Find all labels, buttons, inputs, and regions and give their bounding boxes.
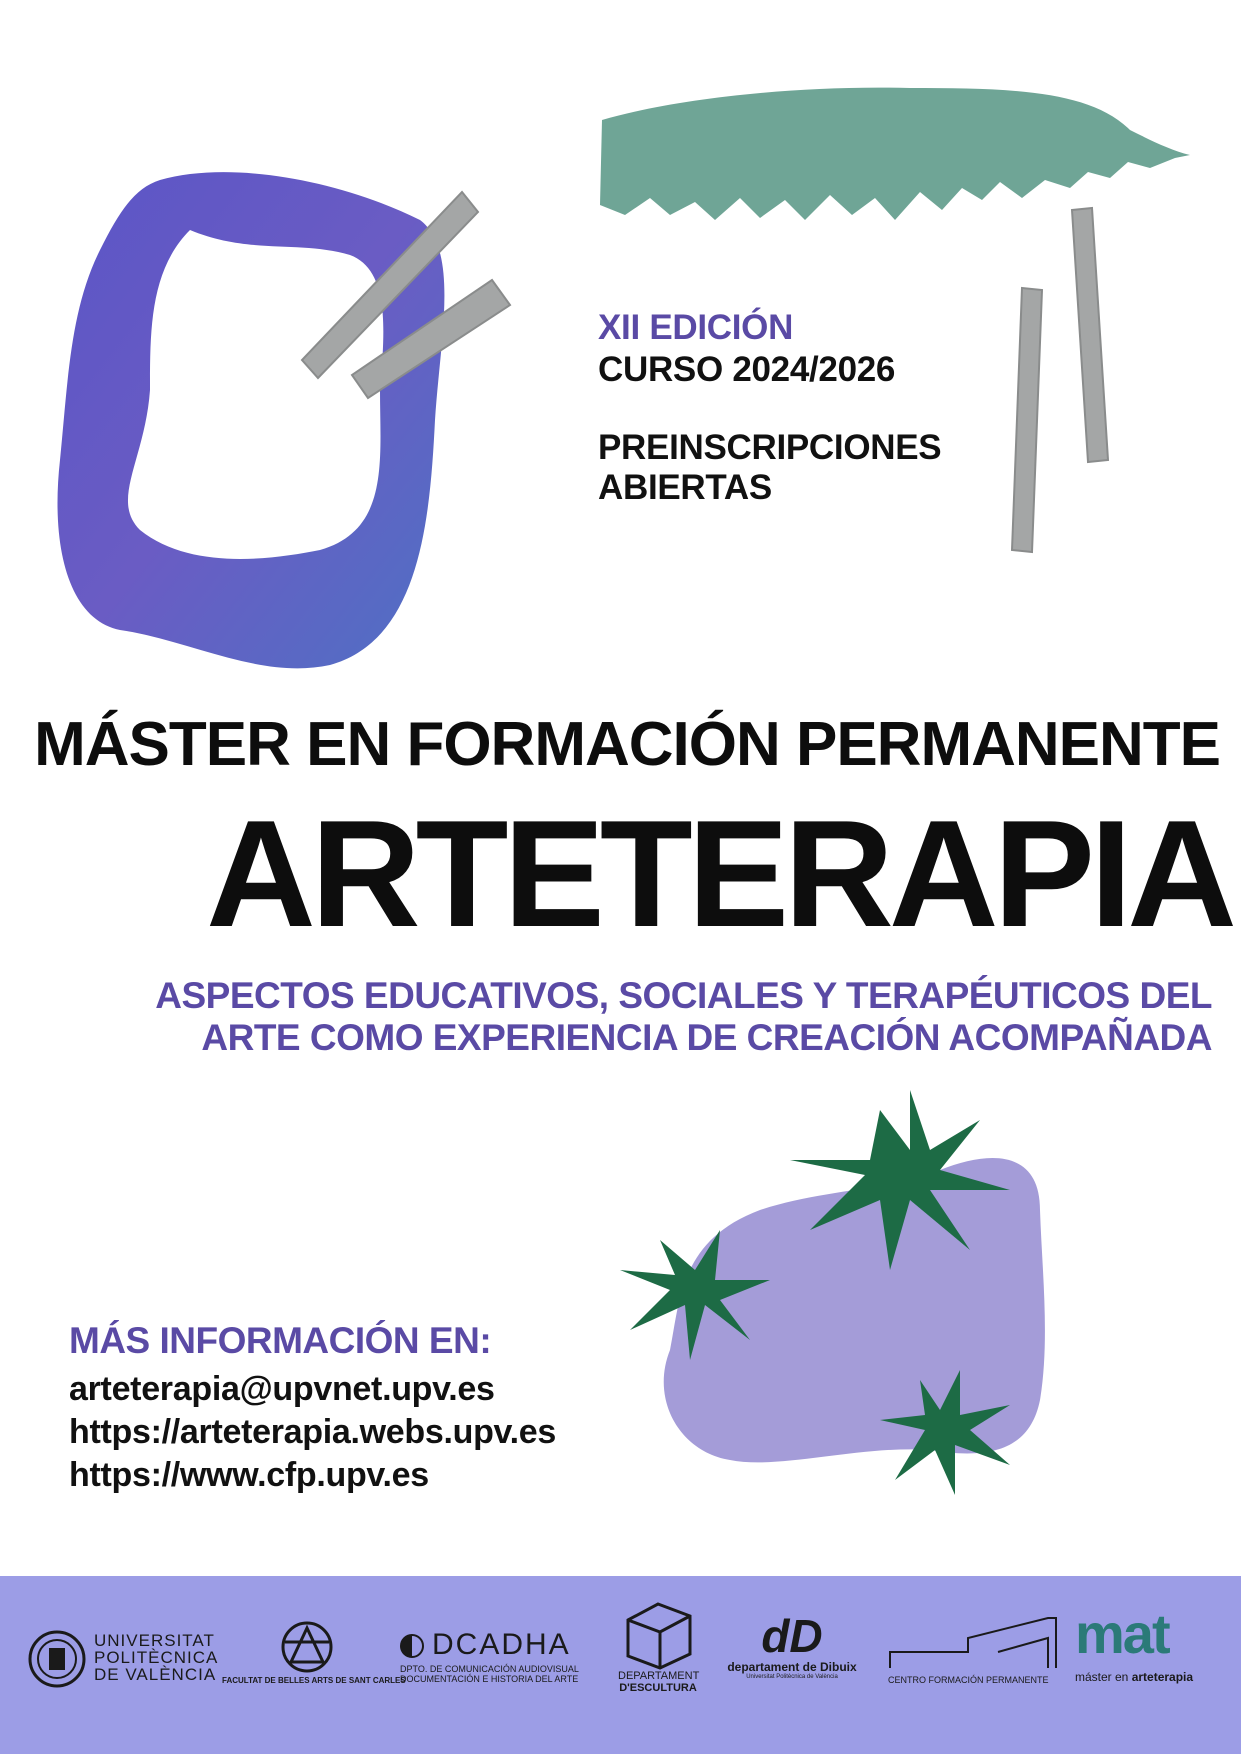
dcadha-name-line2: DOCUMENTACIÓN E HISTORIA DEL ARTE <box>400 1674 579 1684</box>
more-info-heading: MÁS INFORMACIÓN EN: <box>69 1320 492 1361</box>
cfp-website-link[interactable]: https://www.cfp.upv.es <box>69 1456 429 1494</box>
cfp-logo <box>888 1616 1058 1685</box>
dcadha-wordmark: DCADHA <box>432 1628 571 1661</box>
dcadha-name-line1: DPTO. DE COMUNICACIÓN AUDIOVISUAL <box>400 1664 579 1674</box>
subtitle-line1: ASPECTOS EDUCATIVOS, SOCIALES Y TERAPÉUTICOS DEL <box>155 975 1212 1016</box>
preregistration-line2: ABIERTAS <box>598 468 772 507</box>
upv-name-line3: DE VALÈNCIA <box>94 1665 217 1684</box>
dibuix-department-logo <box>722 1612 862 1680</box>
silver-paper-strips <box>0 0 1241 600</box>
cfp-building-icon <box>888 1616 1058 1671</box>
sponsor-logo-band <box>0 1576 1241 1754</box>
bbaa-faculty-name: FACULTAT DE BELLES ARTS DE SANT CARLES <box>222 1676 406 1685</box>
dibuix-mark: dD <box>761 1610 823 1662</box>
contact-email-link[interactable]: arteterapia@upvnet.upv.es <box>69 1370 495 1408</box>
cfp-name: CENTRO FORMACIÓN PERMANENTE <box>888 1675 1049 1685</box>
escultura-name-line1: DEPARTAMENT <box>618 1670 700 1682</box>
mat-tagline-prefix: máster en <box>1075 1670 1132 1684</box>
dcadha-circle-icon <box>400 1634 424 1658</box>
program-name-title: ARTETERAPIA <box>206 789 1232 959</box>
edition-number: XII EDICIÓN <box>598 308 794 347</box>
master-arteterapia-logo <box>1075 1602 1215 1684</box>
bbaa-faculty-logo <box>222 1620 406 1685</box>
upv-seal-icon <box>28 1630 86 1688</box>
upv-name-line1: UNIVERSITAT <box>94 1631 215 1650</box>
dibuix-name: departament de Dibuix <box>727 1660 857 1674</box>
upv-name-line2: POLITÈCNICA <box>94 1648 219 1667</box>
course-years: CURSO 2024/2026 <box>598 350 896 389</box>
subtitle-line2: ARTE COMO EXPERIENCIA DE CREACIÓN ACOMPAÑADA <box>201 1017 1212 1058</box>
upv-logo <box>28 1630 219 1688</box>
mat-wordmark: mat <box>1075 1602 1169 1665</box>
mat-tagline-strong: arteterapia <box>1131 1670 1194 1684</box>
program-website-link[interactable]: https://arteterapia.webs.upv.es <box>69 1413 556 1451</box>
escultura-department-logo <box>618 1600 698 1694</box>
cube-outline-icon <box>618 1600 698 1670</box>
dibuix-university: Universitat Politècnica de València <box>746 1674 838 1680</box>
bbaa-emblem-icon <box>277 1620 337 1674</box>
preregistration-line1: PREINSCRIPCIONES <box>598 428 942 467</box>
program-type-heading: MÁSTER EN FORMACIÓN PERMANENTE <box>34 710 1220 779</box>
lilac-paper-with-green-stars <box>610 1080 1100 1520</box>
escultura-name-line2: D'ESCULTURA <box>619 1682 697 1694</box>
